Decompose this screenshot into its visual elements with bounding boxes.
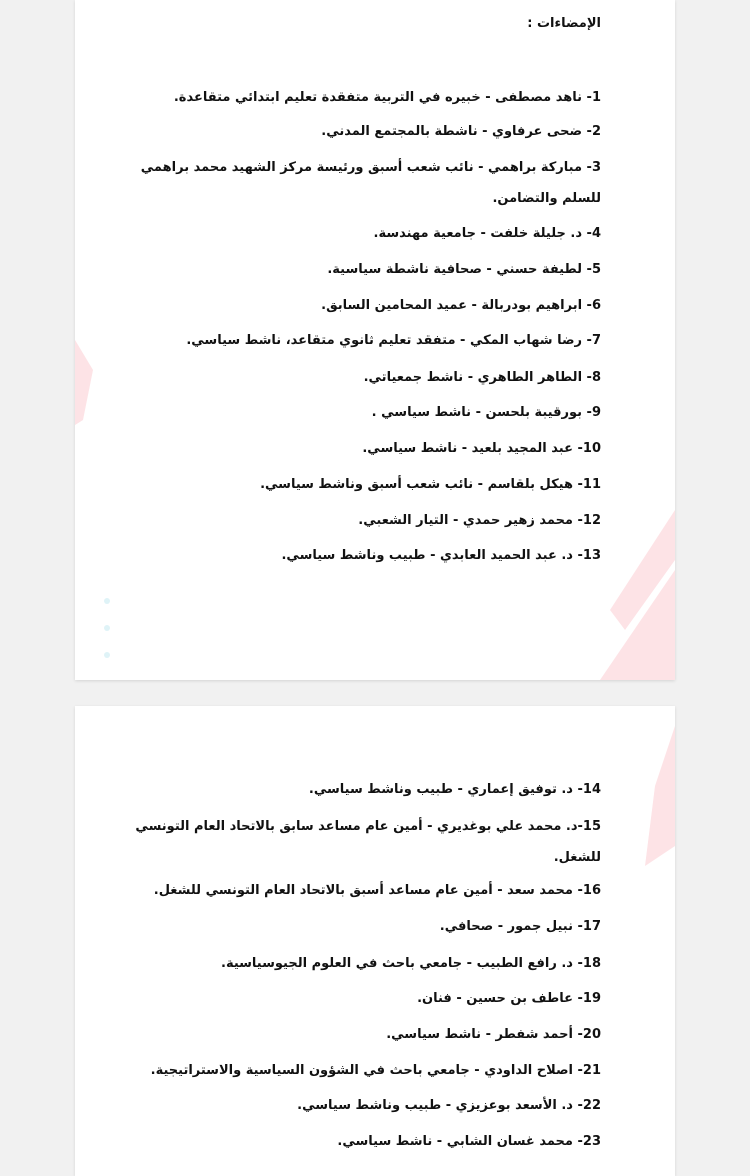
list-item: 23- محمد غسان الشابي - ناشط سياسي. — [337, 1134, 601, 1149]
list-item: 14- د. توفيق إعماري - طبيب وناشط سياسي. — [308, 782, 601, 797]
list-item: 19- عاطف بن حسين - فنان. — [417, 991, 601, 1006]
decorative-pink-shape-left — [75, 330, 97, 430]
document-page-2 — [75, 706, 675, 1176]
list-item: 5- لطيفة حسني - صحافية ناشطة سياسية. — [327, 262, 601, 277]
list-item: 22- د. الأسعد بوعزيزي - طبيب وناشط سياسي. — [297, 1098, 601, 1113]
list-item: 4- د. جليلة خلفت - جامعية مهندسة. — [373, 226, 601, 241]
list-item: 2- ضحى عرفاوي - ناشطة بالمجتمع المدني. — [321, 124, 601, 139]
list-item-continuation: للشغل. — [553, 850, 601, 865]
list-item: 20- أحمد شفطر - ناشط سياسي. — [386, 1027, 601, 1042]
list-item: 7- رضا شهاب المكي - متفقد تعليم ثانوي متقاعد، ناشط سياسي. — [186, 333, 601, 348]
decorative-dot — [104, 652, 110, 658]
list-item: 12- محمد زهير حمدي - التيار الشعبي. — [358, 513, 601, 528]
list-item: 11- هيكل بلقاسم - نائب شعب أسبق وناشط سياسي. — [260, 477, 601, 492]
list-item: 13- د. عبد الحميد العابدي - طبيب وناشط سياسي. — [281, 548, 601, 563]
list-item-continuation: للسلم والتضامن. — [492, 191, 601, 206]
list-item: 6- ابراهيم بودربالة - عميد المحامين السابق. — [321, 298, 601, 313]
list-item: 18- د. رافع الطبيب - جامعي باحث في العلوم الجيوسياسية. — [221, 956, 601, 971]
list-item: 16- محمد سعد - أمين عام مساعد أسبق بالاتحاد العام التونسي للشغل. — [153, 883, 601, 898]
list-item: 10- عبد المجيد بلعيد - ناشط سياسي. — [362, 441, 601, 456]
list-item: 15-د. محمد علي بوغديري - أمين عام مساعد سابق بالاتحاد العام التونسي — [135, 819, 601, 834]
document-page-1 — [75, 0, 675, 680]
list-item: 1- ناهد مصطفى - خبيره في التربية متفقدة تعليم ابتدائي متقاعدة. — [173, 90, 601, 105]
signatures-heading: الإمضاءات : — [527, 16, 601, 31]
decorative-dot — [104, 625, 110, 631]
list-item: 9- بورقيبة بلحسن - ناشط سياسي . — [371, 405, 601, 420]
list-item: 3- مباركة براهمي - نائب شعب أسبق ورئيسة مركز الشهيد محمد براهمي — [140, 160, 601, 175]
decorative-dot — [104, 598, 110, 604]
decorative-pink-shape-right — [635, 726, 675, 866]
list-item: 17- نبيل جمور - صحافي. — [439, 919, 601, 934]
list-item: 21- اصلاح الداودي - جامعي باحث في الشؤون السياسية والاستراتيجية. — [150, 1063, 601, 1078]
list-item: 8- الطاهر الطاهري - ناشط جمعياتي. — [363, 370, 601, 385]
